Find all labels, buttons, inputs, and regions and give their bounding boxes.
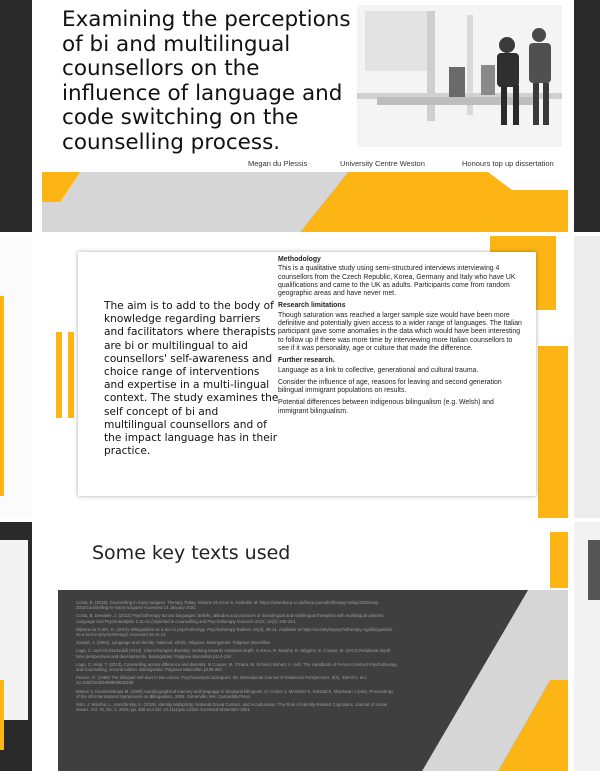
slide-title[interactable] <box>42 0 568 232</box>
slide-key-texts[interactable] <box>42 522 568 771</box>
reference-item: Dijkstra ka Curtis, D. (2016). Bilingualism as a tool in psychotherapy. Psychotherapy Bulletin, 51(4), 38-41. Available at https://societyforpsychotherapy.org/bilingualism-as-a-tool-in-psychotherapy/ Accessed 25-11-21 <box>76 626 394 638</box>
further-research-text-2: Consider the influence of age, reasons for leaving and second generation bilingual immigrant populations on results. <box>278 378 502 395</box>
reference-list <box>76 600 398 715</box>
left-accent-bar <box>0 296 4 496</box>
content-card <box>78 252 536 496</box>
further-research-heading: Further research. <box>278 357 335 365</box>
reference-item: Marian V, Kaushanskaya M. (2005) Autobiographical memory and language in bicultural bilinguals. In: Cohen J, McAlister K, Rolstad K, MacSwan J (eds). Proceedings of the 4th International Symposium on Bilingualism, 2005. Somerville, MA: Cascadilla Press <box>76 688 394 699</box>
left-dark-strip-top <box>0 0 32 232</box>
photo-illustration <box>357 5 562 147</box>
accent-block-right <box>538 346 568 518</box>
left-white-strip <box>0 236 32 518</box>
institution-name: University Centre Weston <box>340 159 425 168</box>
slide1-decoration <box>42 172 568 232</box>
author-name: Megan du Plessis <box>248 159 308 168</box>
aim-text: The aim is to add to the body of knowledge regarding barriers and facilitators where therapists are bi or multilingual to aid counsellors' self-awareness and choice range of interventions and expertise in a multi-lingual context. The study examines the self concept of bi and multilingual counsellors and of the impact language has in their practice. <box>104 300 279 458</box>
accent-bar-right <box>550 532 568 588</box>
limitations-text: Though saturation was reached a larger sample size would have been more definitive and potentially given access to a wider range of languages. The Italian participant gave some anomalies in the data which would have been interesting to follow up if there was more time by interviewing more Italian counsellors to see if it was personality, age or culture that made the difference. <box>278 311 522 352</box>
references-panel <box>58 590 568 771</box>
further-research-text-3: Potential differences between indigenous bilingualism (e.g. Welsh) and immigrant bilingualism. <box>278 399 494 415</box>
reference-item: Lago, C. Hirai, T. (2013). Counselling across difference and diversity. In Cooper, M. O'Hara, M. Schmid, Bohart, A. (ed). The Handbook of Person-Centred Psychotherapy and Counselling, second edition. Basingstoke: Palgrave Macmillan p436-452 <box>76 661 398 673</box>
details-column <box>278 256 524 420</box>
accent-bar-left-2 <box>68 332 74 418</box>
right-gray-strip <box>574 236 600 518</box>
slide-aim-methodology[interactable] <box>42 236 568 518</box>
office-meeting-photo <box>357 5 562 147</box>
left-white-inner <box>0 540 28 720</box>
poster-title: Examining the perceptions of bi and multilingual counsellors on the influence of language and code switching on the counselling process. <box>62 7 351 155</box>
reference-item: Lago, C. and Christodoulidi (2013). Client-therapist diversity: working towards relational depth. In Knox, R. Murphy, D. Wiggins, S. Cooper, M. (2013) Relational depth: New perspectives and developments. Basingstoke: Palgrave Macmillan p114-128 <box>76 648 392 659</box>
reference-item: Costa, B. Dewaele, J. (2012) Psychotherapy across languages: beliefs, attitudes and practices of monolingual and multilingual therapists with multilingual patients. Language and Psychoanalysis 1:31-41 (reprinted in Counselling and Psychotherapy research 2012; 14(3): 235-244. <box>76 613 385 624</box>
programme-name: Honours top up dissertation <box>462 159 554 168</box>
right-dark-mark <box>588 540 600 600</box>
further-research-text-1: Language as a link to collective, generational and cultural trauma. <box>278 366 479 374</box>
key-texts-title: Some key texts used <box>92 542 291 564</box>
reference-item: Joseph, J. (2004). Language and Identity: National, ethnic, religious. Basingstoke: Palgrave Macmillan <box>76 640 271 646</box>
left-accent-bottom <box>0 680 4 750</box>
right-dark-strip-top <box>574 0 600 232</box>
reference-item: Sirin, J. Wincha, L., Kanchinsky, K. (2019). Identity Multiplicity, National Group Contact, and Acculturation: The Role of Identity-Related Cognitions. Journal of Social Issues, Vol. 75, No. 2, 2019, pp. 486-514 doi: 10.1111/josi.12322 Accessed November 2021 <box>76 702 387 713</box>
reference-item: Pearce, R. (1998) The bilingual self-duet in two voices. Psychoanalytic Dialogues: the international Journal of Relational Perspectives, 8(3), 339-371. doi: 10.1080/10481889809539259 <box>76 675 367 686</box>
methodology-heading: Methodology <box>278 256 321 263</box>
reference-item: Costa, B. (2016). Counselling in many tongues. Therapy Today, Volume 25 Issue 6. Available at: https://www.bacp.co.uk/bacp-journals/therapy-today/2016/may-2016/counselling-in-many-tongues/ Accessed 14 January 2021 <box>76 600 380 611</box>
accent-bar-left-1 <box>56 332 62 418</box>
limitations-heading: Research limitations <box>278 302 346 310</box>
methodology-text: This is a qualitative study using semi-structured interviews interviewing 4 counsellors from the Czech Republic, Korea, Germany and Italy who have UK qualifications and came to the UK as adults. Participants come from random geographic areas and have never met. <box>278 265 516 298</box>
